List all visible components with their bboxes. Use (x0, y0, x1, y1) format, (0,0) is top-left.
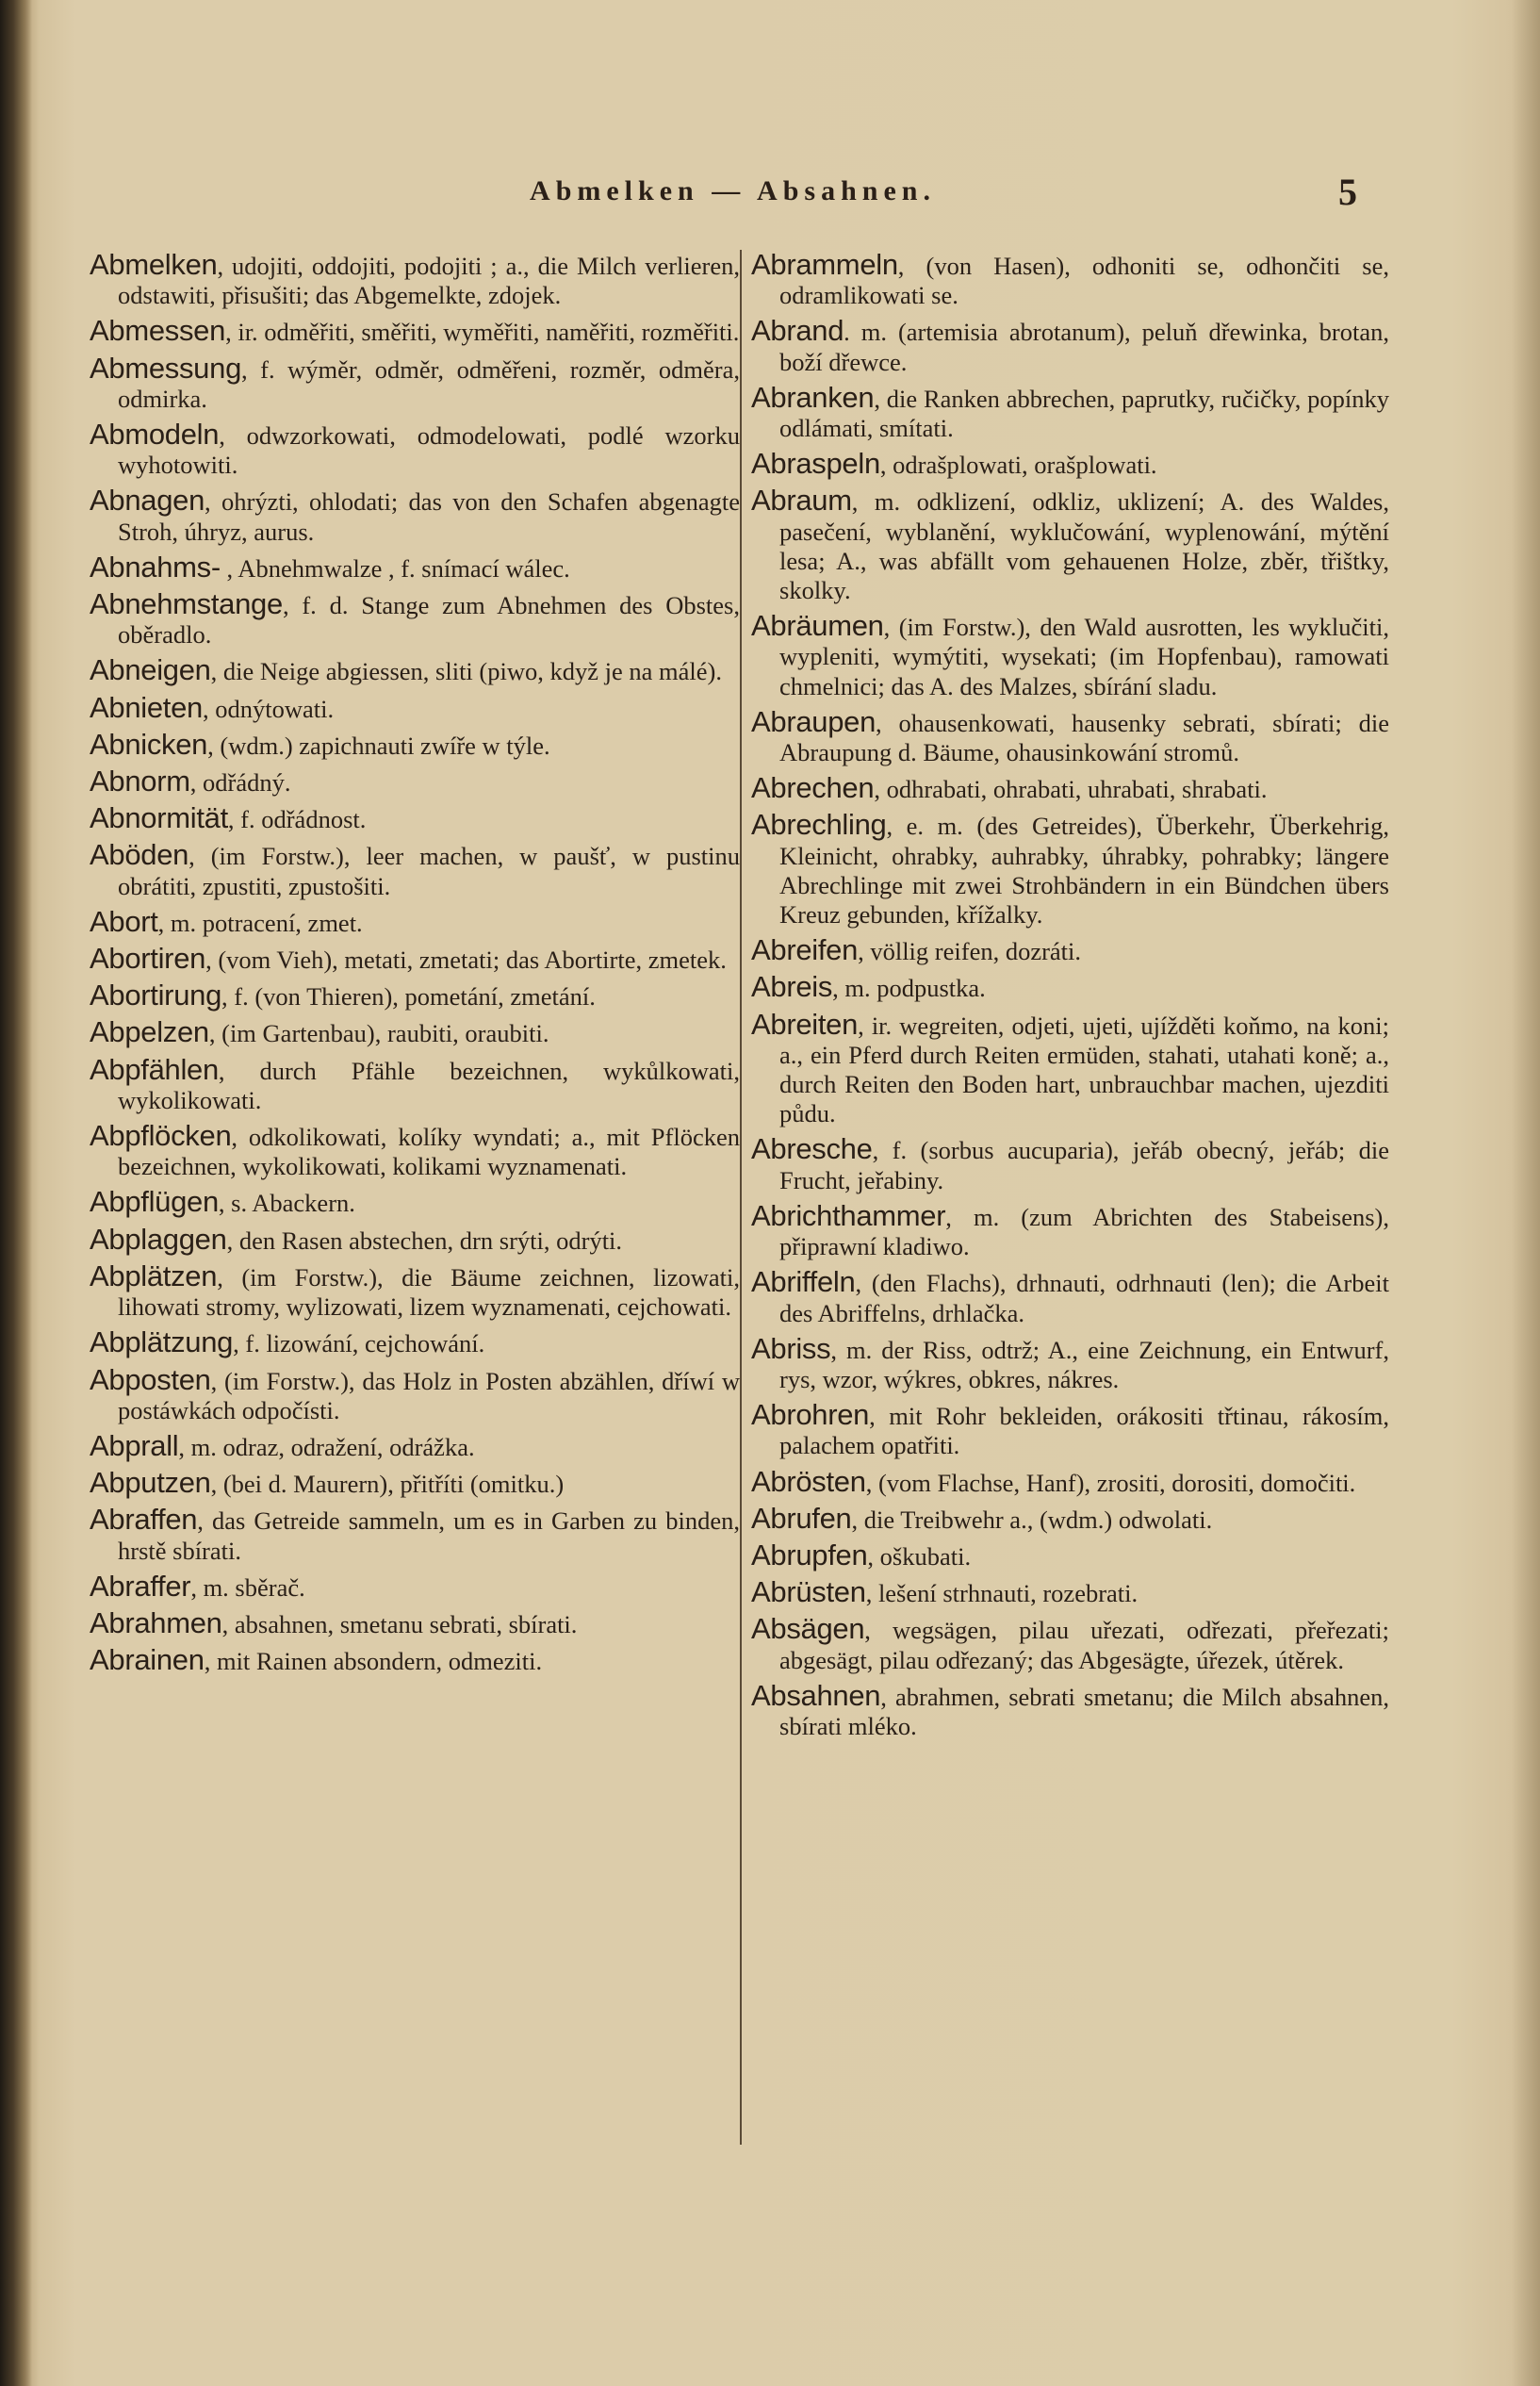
left-column (90, 250, 740, 1682)
entry-headword: Abrufen (751, 1501, 852, 1535)
dictionary-entry (90, 1428, 740, 1462)
entry-definition: , f. d. Stange zum Abnehmen des Obstes, oběradlo. (118, 591, 740, 650)
dictionary-entry (90, 655, 740, 686)
dictionary-entry (90, 980, 740, 1012)
entry-headword: Abrainen (90, 1643, 205, 1677)
entry-definition: , völlig reifen, dozráti. (858, 937, 1082, 966)
dictionary-entry (90, 552, 740, 584)
entry-headword: Abpflügen (90, 1185, 219, 1219)
dictionary-entry (90, 1645, 740, 1676)
entry-definition: , e. m. (des Getreides), Überkehr, Überkehrig, Kleinicht, ohrabky, auhrabky, úhrabky, pohrabky; längere Abrechlinge mit zwei Strohbändern in ein Bündchen übers Kreuz gebunden, křížalky. (779, 812, 1389, 930)
entry-definition: , ir. wegreiten, odjeti, ujeti, ujížděti koňmo, na koni; a., ein Pferd durch Reiten ermüden, stahati, utahati koně; a., durch Reiten den Boden hart, unbrauchbar machen, ujezditi půdu. (779, 1011, 1389, 1128)
entry-definition: , (im Forstw.), die Bäume zeichnen, lizowati, lihowati stromy, wylizowati, lizem wyznamenati, cejchowati. (118, 1262, 740, 1322)
entry-headword: Abnahms- (90, 550, 221, 584)
dictionary-entry (751, 1501, 1389, 1535)
dictionary-entry (90, 250, 740, 310)
entry-definition: , (im Forstw.), leer machen, w paušť, w pustinu obrátiti, zpustiti, zpustošiti. (118, 842, 740, 900)
entry-headword: Abraum (751, 484, 852, 518)
entry-definition: , absahnen, smetanu sebrati, sbírati. (221, 1609, 578, 1638)
dictionary-entry (751, 1540, 1389, 1571)
dictionary-entry (90, 1605, 740, 1639)
dictionary-entry (751, 1331, 1389, 1394)
entry-definition: , f. (von Thieren), pometání, zmetání. (221, 982, 596, 1012)
entry-headword: Abortirung (90, 979, 222, 1012)
right-column (751, 250, 1389, 1747)
entry-headword: Abriss (751, 1331, 831, 1365)
entry-headword: Abpfählen (90, 1052, 219, 1086)
entry-definition: , die Treibwehr a., (wdm.) odwolati. (851, 1505, 1213, 1534)
entry-headword: Absägen (751, 1612, 865, 1646)
entry-headword: Abnormität (90, 801, 228, 835)
dictionary-entry (751, 810, 1389, 930)
entry-definition: , m. potracení, zmet. (157, 908, 363, 937)
entry-definition: , m. (zum Abrichten des Stabeisens), připrawní kladiwo. (779, 1202, 1389, 1261)
entry-definition: , abrahmen, sebrati smetanu; die Milch absahnen, sbírati mléko. (779, 1682, 1389, 1740)
entry-definition: , (im Gartenbau), raubiti, oraubiti. (208, 1019, 549, 1048)
entry-definition: , odrašplowati, orašplowati. (879, 451, 1157, 480)
column-divider (740, 250, 742, 2145)
dictionary-entry (90, 1017, 740, 1048)
entry-headword: Abmessung (90, 351, 242, 385)
entry-definition: , udojiti, oddojiti, podojiti ; a., die Milch verlieren, odstawiti, přisušiti; das Abgemelkte, zdojek. (118, 252, 740, 310)
book-gutter (0, 0, 32, 2386)
entry-headword: Abmelken (90, 248, 218, 281)
dictionary-entry (751, 935, 1389, 966)
dictionary-entry (90, 904, 740, 938)
entry-headword: Abpflöcken (90, 1119, 232, 1153)
dictionary-entry (751, 972, 1389, 1003)
dictionary-entry (90, 1052, 740, 1115)
entry-headword: Abpelzen (90, 1015, 209, 1049)
dictionary-entry (751, 1007, 1389, 1129)
entry-headword: Aböden (90, 838, 189, 872)
running-head: Abmelken — Absahnen. (530, 175, 936, 206)
entry-definition: , (vom Flachse, Hanf), zrositi, dorositi, domočiti. (865, 1468, 1356, 1497)
entry-headword: Abrupfen (751, 1538, 868, 1571)
dictionary-entry (90, 1187, 740, 1218)
dictionary-entry (90, 840, 740, 900)
entry-headword: Abrammeln (751, 248, 898, 281)
entry-definition: , wegsägen, pilau uřezati, odřezati, přeřezati; abgesägt, pilau odřezaný; das Abgesägte, úřezek, útěrek. (779, 1616, 1389, 1674)
dictionary-entry (751, 250, 1389, 310)
entry-headword: Abnagen (90, 484, 205, 518)
entry-definition: , Abnehmwalze , f. snímací wálec. (220, 553, 570, 583)
dictionary-entry (751, 1678, 1389, 1741)
entry-definition: , s. Abackern. (218, 1189, 355, 1218)
dictionary-entry (751, 1400, 1389, 1460)
entry-headword: Abprall (90, 1428, 179, 1462)
entry-definition: , odkolikowati, kolíky wyndati; a., mit Pflöcken bezeichnen, wykolikowati, kolikami wyznamenati. (118, 1123, 740, 1181)
entry-definition: , odwzorkowati, odmodelowati, podlé wzorku wyhotowiti. (118, 421, 740, 480)
entry-headword: Abortiren (90, 942, 206, 976)
entry-headword: Abriffeln (751, 1265, 856, 1299)
dictionary-entry (90, 1222, 740, 1256)
dictionary-entry (751, 773, 1389, 804)
entry-headword: Abnieten (90, 690, 203, 724)
dictionary-entry (90, 1505, 740, 1565)
entry-definition: , mit Rohr bekleiden, orákositi třtinau, rákosím, palachem opatřiti. (779, 1402, 1389, 1460)
entry-definition: , f. odřádnost. (227, 805, 367, 834)
dictionary-entry (90, 803, 740, 834)
entry-headword: Abresche (751, 1132, 873, 1166)
entry-headword: Abraspeln (751, 447, 880, 481)
entry-definition: , ir. odměřiti, směřiti, wyměřiti, naměřiti, rozměřiti. (225, 318, 740, 347)
dictionary-entry (90, 420, 740, 480)
dictionary-entry (751, 449, 1389, 480)
entry-headword: Absahnen (751, 1678, 881, 1712)
entry-definition: , durch Pfähle bezeichnen, wykůlkowati, wykolikowati. (118, 1056, 740, 1114)
entry-headword: Abplätzen (90, 1259, 218, 1292)
entry-definition: , odnýtowati. (202, 694, 335, 723)
entry-definition: , mit Rainen absondern, odmeziti. (204, 1647, 543, 1676)
entry-definition: , (den Flachs), drhnauti, odrhnauti (len); die Arbeit des Abriffelns, drhlačka. (779, 1269, 1389, 1327)
dictionary-entry (751, 1464, 1389, 1498)
entry-headword: Abrahmen (90, 1605, 222, 1639)
dictionary-entry (751, 1614, 1389, 1674)
dictionary-entry (751, 704, 1389, 767)
entry-definition: , (von Hasen), odhoniti se, odhončiti se, odramlikowati se. (779, 252, 1389, 310)
dictionary-entry (90, 1571, 740, 1603)
entry-headword: Abraffen (90, 1503, 198, 1537)
entry-headword: Abneigen (90, 653, 211, 687)
entry-definition: , (im Forstw.), den Wald ausrotten, les wyklučiti, wypleniti, wymýtiti, wysekati; (im Hopfenbau), ramowati chmelnici; das A. des Malzes, sbírání sladu. (779, 613, 1389, 700)
dictionary-entry (751, 380, 1389, 443)
entry-definition: , (im Forstw.), das Holz in Posten abzählen, dříwí w postáwkách odpočísti. (118, 1366, 740, 1424)
entry-headword: Abrichthammer (751, 1198, 946, 1232)
dictionary-page (75, 0, 1517, 2386)
dictionary-entry (751, 1134, 1389, 1194)
entry-headword: Abnehmstange (90, 587, 283, 621)
dictionary-entry (90, 351, 740, 414)
entry-headword: Abrohren (751, 1398, 870, 1432)
page-number: 5 (1338, 171, 1357, 213)
entry-headword: Abrechling (751, 808, 887, 842)
dictionary-entry (90, 690, 740, 724)
entry-definition: , oškubati. (867, 1541, 972, 1571)
entry-definition: , m. odraz, odražení, odrážka. (178, 1432, 475, 1461)
entry-headword: Abrechen (751, 771, 875, 805)
dictionary-entry (90, 316, 740, 347)
dictionary-entry (751, 485, 1389, 605)
entry-headword: Abranken (751, 380, 875, 414)
entry-headword: Abraffer (90, 1569, 191, 1603)
entry-headword: Abrand (751, 314, 844, 348)
dictionary-entry (90, 589, 740, 650)
entry-headword: Abmodeln (90, 418, 220, 452)
dictionary-entry (90, 727, 740, 761)
dictionary-entry (751, 611, 1389, 701)
dictionary-entry (90, 1327, 740, 1358)
entry-definition: . m. (artemisia abrotanum), peluň dřewinka, brotan, boží dřewce. (779, 318, 1389, 376)
entry-definition: , m. odklizení, odkliz, uklizení; A. des Waldes, pasečení, wyblanění, wyklučowání, wyplenowání, mýtění lesa; A., was abfällt vom gehauenen Holze, zběr, třištky, skolky. (779, 487, 1389, 605)
dictionary-entry (751, 1198, 1389, 1261)
dictionary-entry (90, 1121, 740, 1181)
entry-definition: , (wdm.) zapichnauti zwíře w týle. (207, 731, 550, 760)
entry-headword: Abposten (90, 1362, 211, 1396)
entry-definition: , f. lizowání, cejchowání. (233, 1329, 485, 1358)
entry-headword: Abräumen (751, 609, 884, 643)
entry-definition: , die Ranken abbrechen, paprutky, ručičky, popínky odlámati, smítati. (779, 384, 1389, 443)
entry-headword: Abplaggen (90, 1222, 227, 1256)
dictionary-entry (751, 1577, 1389, 1608)
dictionary-entry (90, 485, 740, 546)
entry-definition: , odřádný. (189, 768, 291, 798)
dictionary-entry (90, 944, 740, 975)
entry-definition: , f. (sorbus aucuparia), jeřáb obecný, jeřáb; die Frucht, jeřabiny. (779, 1136, 1389, 1194)
entry-definition: , f. wýměr, odměr, odměřeni, rozměr, odměra, odmirka. (118, 354, 740, 413)
dictionary-entry (90, 766, 740, 798)
entry-definition: , (bei d. Maurern), přitříti (omitku.) (210, 1470, 565, 1499)
entry-headword: Abputzen (90, 1466, 211, 1500)
entry-headword: Abort (90, 904, 158, 938)
entry-definition: , m. der Riss, odtrž; A., eine Zeichnung, ein Entwurf, rys, wzor, wýkres, obkres, nákres. (779, 1335, 1389, 1393)
dictionary-entry (751, 316, 1389, 376)
entry-definition: , lešení strhnauti, rozebrati. (865, 1579, 1139, 1608)
entry-headword: Abnicken (90, 727, 208, 761)
dictionary-entry (751, 1267, 1389, 1327)
entry-definition: , den Rasen abstechen, drn srýti, odrýti. (226, 1226, 623, 1255)
entry-headword: Abrösten (751, 1464, 866, 1498)
entry-definition: , m. sběrač. (190, 1572, 305, 1602)
entry-headword: Abrüsten (751, 1575, 866, 1609)
entry-definition: , das Getreide sammeln, um es in Garben zu binden, hrstě sbírati. (118, 1506, 740, 1565)
entry-headword: Abplätzung (90, 1325, 234, 1359)
dictionary-entry (90, 1362, 740, 1425)
entry-definition: , (vom Vieh), metati, zmetati; das Abortirte, zmetek. (205, 946, 727, 975)
entry-definition: , ohrýzti, ohlodati; das von den Schafen abgenagte Stroh, úhryz, aurus. (118, 487, 740, 546)
entry-headword: Abreis (751, 970, 833, 1004)
entry-headword: Abraupen (751, 704, 876, 738)
entry-definition: , ohausenkowati, hausenky sebrati, sbírati; die Abraupung d. Bäume, ohausinkowání stromů. (779, 708, 1389, 767)
entry-headword: Abreiten (751, 1007, 859, 1041)
entry-headword: Abnorm (90, 765, 190, 798)
entry-definition: , odhrabati, ohrabati, uhrabati, shrabati. (874, 775, 1268, 804)
dictionary-entry (90, 1261, 740, 1322)
dictionary-entry (90, 1468, 740, 1499)
entry-headword: Abmessen (90, 314, 226, 348)
entry-headword: Abreifen (751, 933, 859, 967)
entry-definition: , m. podpustka. (832, 974, 986, 1003)
entry-definition: , die Neige abgiessen, sliti (piwo, když je na málé). (210, 657, 722, 686)
